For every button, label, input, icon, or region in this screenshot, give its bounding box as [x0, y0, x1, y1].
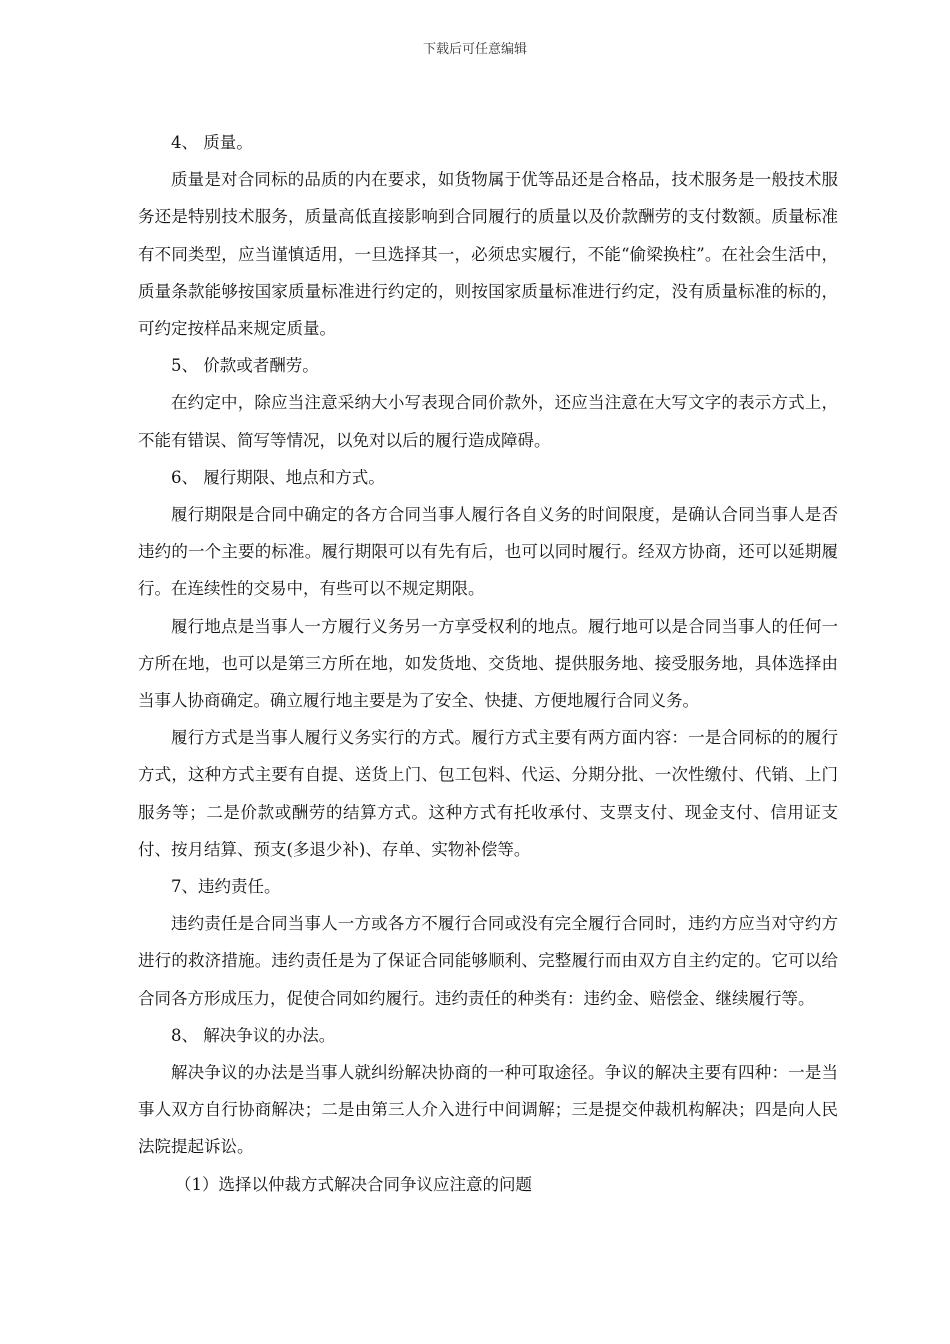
paragraph-price: 在约定中，除应当注意采纳大小写表现合同价款外，还应当注意在大写文字的表示方式上，不能有错误、简写等情况，以免对以后的履行造成障碍。	[138, 393, 838, 450]
paragraph-quality: 质量是对合同标的品质的内在要求，如货物属于优等品还是合格品，技术服务是一般技术服务还是特别技术服务，质量高低直接影响到合同履行的质量以及价款酬劳的支付数额。质量标准有不同类型，应当谨慎适用，一旦选择其一，必须忠实履行，不能“偷梁换柱”。在社会生活中，质量条款能够按国家质量标准进行约定的，则按国家质量标准进行约定，没有质量标准的标的，可约定按样品来规定质量。	[138, 170, 838, 339]
paragraph-liability: 违约责任是合同当事人一方或各方不履行合同或没有完全履行合同时，违约方应当对守约方进行的救济措施。违约责任是为了保证合同能够顺利、完整履行而由双方自主约定的。它可以给合同各方形成压力，促使合同如约履行。违约责任的种类有：违约金、赔偿金、继续履行等。	[138, 914, 838, 1008]
document-body	[138, 124, 838, 1203]
section-heading-performance: 6、 履行期限、地点和方式。	[171, 467, 385, 487]
section-heading-quality: 4、 质量。	[171, 133, 253, 152]
page-header: 下载后可任意编辑	[422, 42, 527, 57]
section-heading-price: 5、 价款或者酬劳。	[171, 356, 319, 376]
paragraph-performance-method: 履行方式是当事人履行义务实行的方式。履行方式主要有两方面内容：一是合同标的的履行方式，这种方式主要有自提、送货上门、包工包料、代运、分期分批、一次性缴付、代销、上门服务等；二是价款或酬劳的结算方式。这种方式有托收承付、支票支付、现金支付、信用证支付、按月结算、预支(多退少补)、存单、实物补偿等。	[138, 728, 838, 859]
paragraph-performance-place: 履行地点是当事人一方履行义务另一方享受权利的地点。履行地可以是合同当事人的任何一方所在地，也可以是第三方所在地，如发货地、交货地、提供服务地、接受服务地，具体选择由当事人协商确定。确立履行地主要是为了安全、快捷、方便地履行合同义务。	[138, 616, 838, 711]
section-heading-liability: 7、违约责任。	[171, 877, 281, 897]
section-heading-dispute: 8、 解决争议的办法。	[171, 1025, 336, 1045]
paragraph-dispute: 解决争议的办法是当事人就纠纷解决协商的一种可取途径。争议的解决主要有四种：一是当事人双方自行协商解决；二是由第三人介入进行中间调解；三是提交仲裁机构解决；四是向人民法院提起诉讼。	[138, 1063, 838, 1157]
paragraph-performance-period: 履行期限是合同中确定的各方合同当事人履行各自义务的时间限度，是确认合同当事人是否违约的一个主要的标准。履行期限可以有先有后，也可以同时履行。经双方协商，还可以延期履行。在连续性的交易中，有些可以不规定期限。	[138, 505, 838, 599]
subsection-heading-arbitration: （1）选择以仲裁方式解决合同争议应注意的问题	[175, 1174, 532, 1194]
